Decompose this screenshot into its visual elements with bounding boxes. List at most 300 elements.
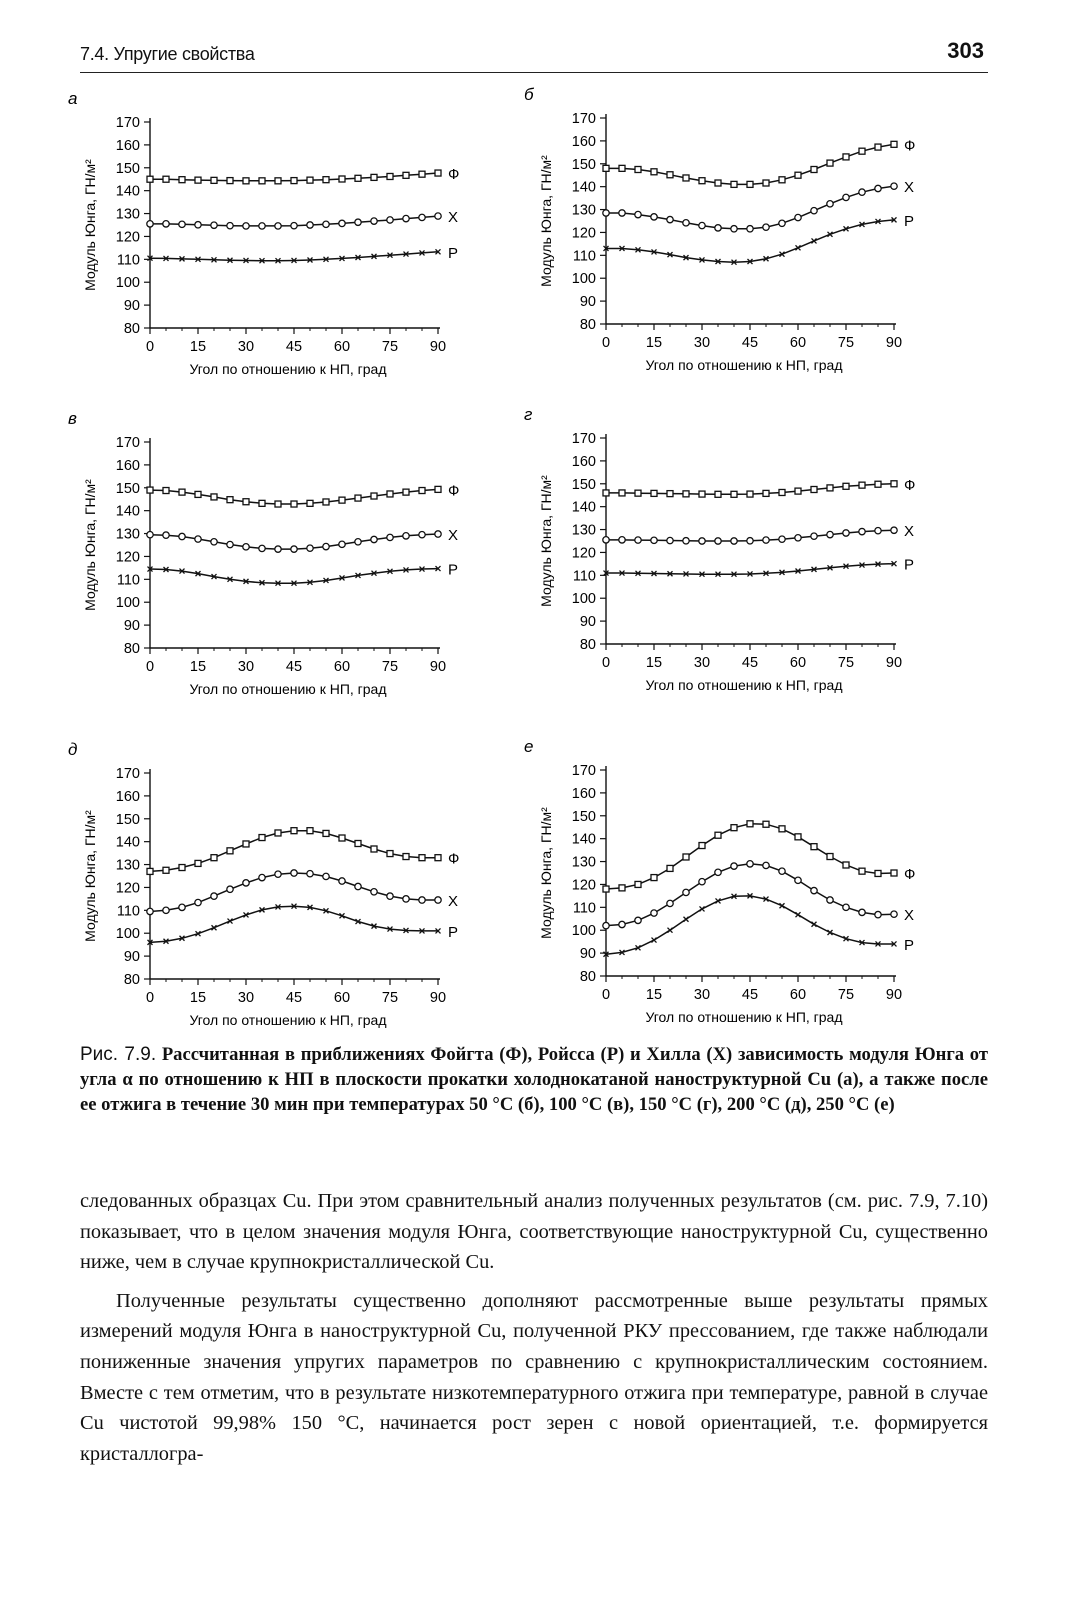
data-point [227, 541, 233, 547]
data-point [307, 500, 313, 506]
y-tick-label: 140 [571, 179, 596, 196]
data-point [859, 148, 865, 154]
data-point [387, 534, 393, 540]
data-point [419, 855, 425, 861]
data-point [699, 538, 705, 544]
data-point [355, 495, 361, 501]
data-point [843, 483, 849, 489]
y-tick-label: 80 [579, 637, 596, 653]
x-axis-label: Угол по отношению к НП, град [189, 1012, 387, 1028]
data-point [307, 828, 313, 834]
data-point [811, 167, 817, 173]
data-point [731, 863, 737, 869]
series-line [606, 186, 894, 229]
x-tick-label: 75 [837, 655, 855, 671]
data-point [667, 537, 673, 543]
data-point [339, 220, 345, 226]
data-point [355, 840, 361, 846]
y-tick-label: 90 [579, 294, 596, 311]
data-point [779, 220, 785, 226]
y-tick-label: 120 [115, 549, 140, 566]
y-tick-label: 110 [116, 252, 140, 269]
series-label: Х [904, 907, 915, 925]
data-point [683, 854, 689, 860]
data-point [603, 490, 609, 496]
series-line [606, 564, 894, 575]
y-tick-label: 110 [572, 568, 596, 585]
x-tick-label: 45 [285, 339, 303, 355]
y-tick-label: 140 [571, 831, 596, 848]
x-tick-label: 60 [333, 659, 351, 675]
data-point [147, 532, 153, 538]
series-circle [147, 527, 458, 552]
y-tick-label: 110 [116, 903, 140, 920]
data-point [275, 830, 281, 836]
data-point [179, 221, 185, 227]
caption-text: Рассчитанная в приближениях Фойгта (Ф), Ройсса (Р) и Хилла (Х) зависимость модуля Юнга от угла α по отношению к НП в плоскости прокатки холоднокатаной наноструктурной Cu (а), а также после ее отжига в течение 30 мин при температурах 50 °С (б), 100 °С (в), 150 °С (г), 200 °С (д), 250 °С (е) [80, 1044, 988, 1115]
y-tick-label: 150 [115, 480, 140, 497]
data-point [811, 887, 817, 893]
data-point [307, 222, 313, 228]
data-point [731, 538, 737, 544]
data-point [355, 539, 361, 545]
y-tick-label: 100 [571, 591, 596, 608]
data-point [403, 854, 409, 860]
data-point [195, 860, 201, 866]
data-point [403, 215, 409, 221]
y-tick-label: 130 [115, 526, 140, 543]
x-tick-label: 90 [429, 339, 447, 355]
y-tick-label: 140 [115, 503, 140, 520]
data-point [652, 938, 657, 943]
data-point [435, 897, 441, 903]
data-point [163, 867, 169, 873]
y-tick-label: 80 [123, 972, 140, 988]
series-label: Ф [448, 166, 460, 184]
x-tick-label: 75 [837, 335, 855, 351]
y-tick-label: 100 [115, 595, 140, 612]
figure-caption [80, 1042, 988, 1117]
series-label: Ф [448, 850, 460, 868]
data-point [875, 870, 881, 876]
x-tick-label: 60 [333, 990, 351, 1006]
y-tick-label: 80 [579, 969, 596, 985]
data-point [667, 172, 673, 178]
data-point [827, 531, 833, 537]
data-point [891, 527, 897, 533]
data-point [731, 825, 737, 831]
data-point [763, 490, 769, 496]
data-point [619, 921, 625, 927]
x-tick-label: 45 [741, 335, 759, 351]
data-point [731, 226, 737, 232]
data-point [339, 541, 345, 547]
data-point [795, 214, 801, 220]
data-point [699, 878, 705, 884]
data-point [387, 173, 393, 179]
data-point [307, 177, 313, 183]
y-tick-label: 120 [115, 229, 140, 246]
data-point [811, 844, 817, 850]
x-tick-label: 0 [145, 990, 155, 1006]
series-cross [148, 562, 459, 586]
data-point [243, 544, 249, 550]
data-point [859, 909, 865, 915]
data-point [371, 889, 377, 895]
data-point [667, 865, 673, 871]
data-point [668, 928, 673, 933]
y-axis-label: Модуль Юнга, ГН/м² [538, 475, 554, 607]
data-point [699, 222, 705, 228]
x-tick-label: 90 [885, 987, 903, 1003]
data-point [387, 851, 393, 857]
data-point [371, 218, 377, 224]
y-tick-label: 80 [123, 641, 140, 657]
x-tick-label: 45 [285, 990, 303, 1006]
x-tick-label: 0 [601, 987, 611, 1003]
data-point [683, 491, 689, 497]
data-point [667, 900, 673, 906]
data-point [603, 210, 609, 216]
data-point [275, 546, 281, 552]
x-tick-label: 0 [145, 339, 155, 355]
data-point [339, 176, 345, 182]
data-point [211, 177, 217, 183]
data-point [635, 490, 641, 496]
data-point [435, 170, 441, 176]
data-point [603, 165, 609, 171]
data-point [355, 883, 361, 889]
data-point [891, 911, 897, 917]
page-number: 303 [947, 38, 984, 63]
data-point [275, 178, 281, 184]
data-point [875, 528, 881, 534]
series-line [606, 824, 894, 889]
x-tick-label: 60 [333, 339, 351, 355]
panel-label: д [68, 740, 78, 759]
data-point [243, 223, 249, 229]
data-point [179, 865, 185, 871]
data-point [195, 899, 201, 905]
data-point [419, 532, 425, 538]
x-axis-label: Угол по отношению к НП, град [645, 1009, 843, 1025]
x-tick-label: 60 [789, 655, 807, 671]
y-tick-label: 160 [115, 137, 140, 154]
data-point [827, 201, 833, 207]
data-point [291, 501, 297, 507]
data-point [779, 177, 785, 183]
data-point [699, 491, 705, 497]
data-point [211, 855, 217, 861]
x-tick-label: 0 [601, 335, 611, 351]
series-circle [603, 861, 914, 929]
data-point [275, 223, 281, 229]
caption-label: Рис. 7.9. [80, 1044, 157, 1065]
chart-panel-6 [524, 737, 915, 1025]
y-tick-label: 140 [115, 834, 140, 851]
data-point [700, 906, 705, 911]
x-tick-label: 90 [885, 335, 903, 351]
series-label: Р [448, 923, 459, 941]
chart-panel-3 [68, 409, 459, 697]
y-tick-label: 170 [115, 115, 140, 131]
y-tick-label: 150 [571, 476, 596, 493]
data-point [715, 225, 721, 231]
data-point [731, 181, 737, 187]
data-point [651, 910, 657, 916]
y-tick-label: 90 [123, 618, 140, 635]
data-point [651, 875, 657, 881]
data-point [323, 830, 329, 836]
series-circle [603, 523, 914, 544]
x-tick-label: 30 [237, 990, 255, 1006]
data-point [275, 871, 281, 877]
x-tick-label: 75 [381, 659, 399, 675]
x-axis-label: Угол по отношению к НП, град [645, 357, 843, 373]
data-point [795, 877, 801, 883]
series-square [147, 482, 459, 507]
data-point [891, 183, 897, 189]
data-point [435, 213, 441, 219]
data-point [323, 873, 329, 879]
series-square [147, 828, 459, 875]
data-point [195, 222, 201, 228]
data-point [403, 489, 409, 495]
data-point [147, 221, 153, 227]
data-point [859, 868, 865, 874]
data-point [891, 481, 897, 487]
y-tick-label: 90 [123, 949, 140, 966]
y-tick-label: 90 [579, 946, 596, 963]
y-tick-label: 140 [571, 499, 596, 516]
data-point [619, 210, 625, 216]
y-tick-label: 100 [571, 923, 596, 940]
data-point [859, 528, 865, 534]
data-point [715, 832, 721, 838]
data-point [147, 176, 153, 182]
data-point [699, 178, 705, 184]
y-tick-label: 120 [571, 225, 596, 242]
data-point [323, 543, 329, 549]
data-point [227, 886, 233, 892]
data-point [339, 835, 345, 841]
y-tick-label: 160 [571, 453, 596, 470]
y-tick-label: 130 [571, 202, 596, 219]
data-point [323, 177, 329, 183]
data-point [779, 826, 785, 832]
series-cross [148, 904, 459, 945]
x-tick-label: 15 [645, 655, 663, 671]
y-tick-label: 160 [571, 785, 596, 802]
x-tick-label: 60 [789, 335, 807, 351]
data-point [747, 181, 753, 187]
x-tick-label: 75 [381, 990, 399, 1006]
y-tick-label: 100 [115, 926, 140, 943]
y-axis-label: Модуль Юнга, ГН/м² [538, 807, 554, 939]
series-label: Р [904, 212, 915, 230]
data-point [651, 169, 657, 175]
data-point [827, 897, 833, 903]
x-tick-label: 30 [237, 339, 255, 355]
data-point [763, 862, 769, 868]
data-point [419, 171, 425, 177]
series-circle [147, 209, 458, 229]
paragraph-1: следованных образцах Cu. При этом сравнительный анализ полученных результатов (см. рис. 7.9, 7.10) показывает, что в целом значения модуля Юнга, соответствующие наноструктурной Cu, существенно ниже, чем в случае крупнокристаллической Cu. [80, 1190, 988, 1274]
data-point [211, 893, 217, 899]
data-point [163, 488, 169, 494]
x-tick-label: 15 [645, 335, 663, 351]
data-point [747, 538, 753, 544]
y-tick-label: 150 [115, 811, 140, 828]
panel-label: г [524, 405, 533, 424]
data-point [387, 491, 393, 497]
x-tick-label: 90 [429, 659, 447, 675]
y-tick-label: 170 [571, 431, 596, 447]
series-label: Х [448, 893, 459, 911]
x-tick-label: 90 [429, 990, 447, 1006]
data-point [843, 154, 849, 160]
data-point [195, 536, 201, 542]
panel-label: б [524, 85, 534, 104]
data-point [699, 843, 705, 849]
series-line [606, 896, 894, 954]
series-square [603, 477, 915, 498]
data-point [243, 880, 249, 886]
data-point [684, 917, 689, 922]
y-tick-label: 120 [115, 880, 140, 897]
y-tick-label: 130 [571, 522, 596, 539]
series-square [603, 137, 915, 187]
data-point [355, 175, 361, 181]
series-square [603, 821, 915, 892]
data-point [875, 185, 881, 191]
data-point [763, 821, 769, 827]
data-point [243, 841, 249, 847]
data-point [843, 904, 849, 910]
series-label: Х [904, 179, 915, 197]
data-point [603, 886, 609, 892]
data-point [259, 178, 265, 184]
y-tick-label: 150 [571, 156, 596, 173]
data-point [259, 874, 265, 880]
y-tick-label: 110 [572, 900, 596, 917]
paragraph-2: Полученные результаты существенно дополняют рассмотренные выше результаты прямых измерений модуля Юнга в наноструктурной Cu, полученной РКУ прессованием, где также наблюдали пониженные значения упругих параметров по сравнению с крупнокристаллическим состоянием. Вместе с тем отметим, что в результате низкотемпературного отжига при температуре, равной в случае Cu чистотой 99,98% 150 °С, начинается рост зерен с новой ориентацией, т.е. формируется кристаллогра- [80, 1289, 988, 1465]
data-point [291, 222, 297, 228]
data-point [147, 487, 153, 493]
chart-panel-4 [524, 405, 915, 693]
data-point [603, 922, 609, 928]
y-axis-label: Модуль Юнга, ГН/м² [82, 810, 98, 942]
data-point [795, 535, 801, 541]
series-label: Р [448, 244, 459, 262]
data-point [619, 490, 625, 496]
data-point [227, 848, 233, 854]
series-square [147, 166, 459, 184]
data-point [291, 828, 297, 834]
y-tick-label: 120 [571, 545, 596, 562]
page-header [80, 38, 988, 73]
y-tick-label: 90 [123, 298, 140, 315]
x-tick-label: 30 [693, 655, 711, 671]
data-point [619, 885, 625, 891]
data-point [747, 491, 753, 497]
data-point [259, 223, 265, 229]
y-axis-label: Модуль Юнга, ГН/м² [538, 155, 554, 287]
data-point [763, 537, 769, 543]
data-point [339, 878, 345, 884]
y-tick-label: 160 [115, 788, 140, 805]
y-tick-label: 110 [116, 572, 140, 589]
data-point [619, 165, 625, 171]
x-tick-label: 15 [189, 659, 207, 675]
data-point [875, 911, 881, 917]
x-tick-label: 15 [189, 990, 207, 1006]
data-point [747, 226, 753, 232]
x-axis-label: Угол по отношению к НП, град [189, 681, 387, 697]
data-point [179, 533, 185, 539]
data-point [859, 189, 865, 195]
data-point [371, 846, 377, 852]
data-point [763, 224, 769, 230]
series-label: Ф [904, 866, 916, 883]
data-point [419, 214, 425, 220]
data-point [891, 870, 897, 876]
data-point [371, 174, 377, 180]
data-point [683, 175, 689, 181]
data-point [195, 177, 201, 183]
data-point [211, 494, 217, 500]
y-tick-label: 150 [571, 808, 596, 825]
series-label: Х [448, 527, 459, 545]
y-tick-label: 170 [571, 763, 596, 779]
data-point [811, 208, 817, 214]
data-point [275, 501, 281, 507]
series-line [606, 144, 894, 184]
data-point [163, 907, 169, 913]
series-line [606, 864, 894, 926]
data-point [163, 176, 169, 182]
y-axis-label: Модуль Юнга, ГН/м² [82, 159, 98, 291]
data-point [747, 861, 753, 867]
y-tick-label: 80 [123, 321, 140, 337]
data-point [211, 539, 217, 545]
data-point [795, 172, 801, 178]
series-circle [147, 870, 458, 915]
chart-panel-2 [524, 85, 915, 373]
series-cross [604, 893, 915, 956]
x-tick-label: 30 [237, 659, 255, 675]
x-axis-label: Угол по отношению к НП, град [645, 677, 843, 693]
series-line [150, 906, 438, 942]
panel-label: в [68, 409, 77, 428]
data-point [371, 536, 377, 542]
data-point [843, 862, 849, 868]
data-point [843, 194, 849, 200]
data-point [387, 893, 393, 899]
data-point [635, 211, 641, 217]
data-point [619, 537, 625, 543]
x-tick-label: 45 [285, 659, 303, 675]
series-cross [604, 213, 915, 265]
data-point [683, 889, 689, 895]
y-tick-label: 170 [115, 435, 140, 451]
data-point [667, 216, 673, 222]
series-label: Р [904, 556, 915, 574]
y-tick-label: 130 [115, 206, 140, 223]
data-point [179, 177, 185, 183]
y-tick-label: 170 [115, 766, 140, 782]
y-tick-label: 140 [115, 183, 140, 200]
